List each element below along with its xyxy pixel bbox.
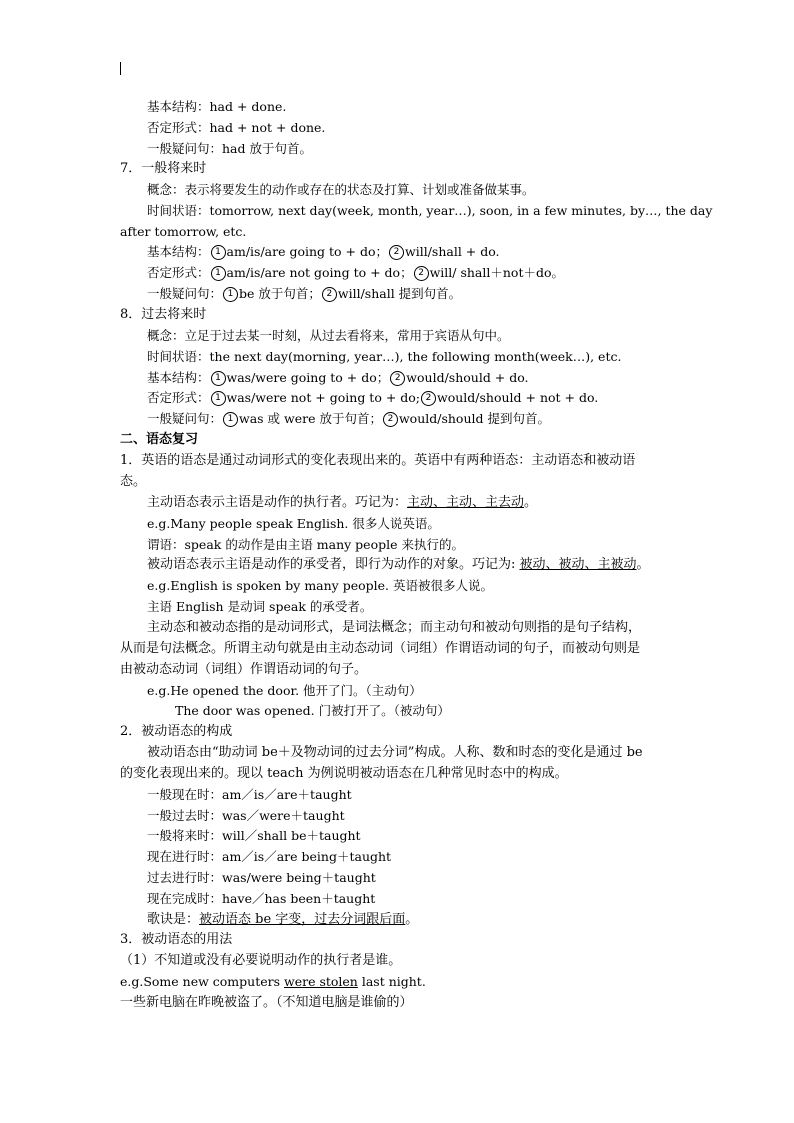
circled-number: 1 [211, 371, 226, 386]
text-span: would/should + not + do. [437, 390, 599, 405]
text-span: 。 [636, 557, 650, 572]
text-line: 时间状语：the next day(morning, year…), the following month(week…), etc. [147, 349, 622, 364]
section-heading: 7．一般将来时 [120, 161, 207, 176]
text-line [147, 265, 564, 281]
text-span: would/should + do. [406, 370, 529, 385]
example-line [120, 974, 426, 990]
label: 一般疑问句： [147, 286, 223, 301]
mnemonic-underlined: 被动、被动、主被动 [519, 557, 637, 572]
text-span: last night. [357, 974, 426, 989]
circled-number: 1 [211, 391, 226, 406]
text-line [147, 557, 650, 573]
text-line: 由被动态动词（词组）作谓语动词的句子。 [120, 662, 368, 677]
section-heading: 3．被动语态的用法 [120, 932, 233, 947]
text-line: （1）不知道或没有必要说明动作的执行者是谁。 [120, 953, 402, 968]
text-span: was/were not + going to + do; [226, 390, 421, 405]
text-line: 1．英语的语态是通过动词形式的变化表现出来的。英语中有两种语态：主动语态和被动语 [120, 453, 636, 468]
circled-number: 1 [223, 287, 238, 302]
text-line: 基本结构：had + done. [147, 99, 287, 114]
circled-number: 2 [389, 245, 404, 260]
text-span: will/shall + do. [405, 244, 500, 259]
label: 否定形式： [147, 265, 210, 280]
tense-line: 一般过去时：was／were＋taught [147, 808, 345, 823]
text-line: 从而是句法概念。所谓主动句就是由主动态动词（词组）作谓语动词的句子，而被动句则是 [120, 641, 641, 656]
circled-number: 1 [211, 266, 226, 281]
text-span: 歌诀是： [147, 912, 200, 927]
text-line [147, 390, 598, 406]
text-line: 谓语：speak 的动作是由主语 many people 来执行的。 [147, 537, 464, 552]
section-heading: 8．过去将来时 [120, 307, 207, 322]
label: 基本结构： [147, 370, 210, 385]
text-line: 态。 [120, 474, 147, 489]
label: 否定形式： [147, 390, 210, 405]
text-line: 时间状语：tomorrow, next day(week, month, year…), soon, in a few minutes, by…, the day [147, 203, 713, 218]
tense-line: 现在进行时：am／is／are being＋taught [147, 849, 392, 864]
text-line: 主语 English 是动词 speak 的承受者。 [147, 599, 373, 614]
text-line [147, 244, 500, 260]
text-line: 概念：立足于过去某一时刻，从过去看将来，常用于宾语从句中。 [147, 328, 510, 343]
circled-number: 1 [211, 245, 226, 260]
label: 一般疑问句： [147, 411, 223, 426]
text-span: e.g.Some new computers [120, 974, 284, 989]
example-line: The door was opened. 门被打开了。（被动句） [175, 703, 450, 718]
circled-number: 2 [414, 266, 429, 281]
section-heading: 2．被动语态的构成 [120, 724, 233, 739]
circled-number: 2 [383, 412, 398, 427]
text-span: would/should 提到句首。 [398, 411, 550, 426]
example-line: e.g.He opened the door. 他开了门。（主动句） [147, 683, 422, 698]
text-span: am/is/are going to + do； [226, 244, 389, 259]
text-line [147, 286, 461, 302]
example-line: e.g.English is spoken by many people. 英语被很多人说。 [147, 578, 493, 593]
text-span: be 放于句首； [239, 286, 321, 301]
text-line: 一些新电脑在昨晚被盗了。（不知道电脑是谁偷的） [120, 995, 413, 1010]
text-span: 。 [405, 912, 419, 927]
tense-line: 一般现在时：am／is／are＋taught [147, 787, 352, 802]
text-line: 的变化表现出来的。现以 teach 为例说明被动语态在几种常见时态中的构成。 [120, 766, 568, 781]
text-line [147, 495, 537, 511]
text-span: 。 [524, 495, 538, 510]
text-span: will/shall 提到句首。 [337, 286, 462, 301]
text-span: was/were going to + do； [226, 370, 390, 385]
text-line: 概念：表示将要发生的动作或存在的状态及打算、计划或准备做某事。 [147, 182, 535, 197]
underlined-phrase: were stolen [284, 974, 358, 989]
text-line [147, 912, 418, 928]
circled-number: 2 [390, 371, 405, 386]
text-line: 主动态和被动态指的是动词形式，是词法概念；而主动句和被动句则指的是句子结构， [147, 620, 642, 635]
text-span: 被动语态表示主语是动作的承受者，即行为动作的对象。巧记为: [147, 557, 520, 572]
text-span: will/ shall＋not＋do。 [429, 265, 564, 280]
label: 基本结构： [147, 244, 210, 259]
text-line [147, 370, 529, 386]
text-line: 被动语态由“助动词 be＋及物动词的过去分词”构成。人称、数和时态的变化是通过 be [147, 745, 643, 760]
text-span: am/is/are not going to + do； [226, 265, 413, 280]
text-line: after tomorrow, etc. [120, 224, 247, 239]
text-cursor [120, 62, 121, 75]
circled-number: 1 [223, 412, 238, 427]
mnemonic-underlined: 被动语态 be 字变，过去分词跟后面 [199, 912, 406, 927]
mnemonic-underlined: 主动、主动、主去动 [407, 495, 525, 510]
tense-line: 一般将来时：will／shall be＋taught [147, 828, 361, 843]
text-line: 一般疑问句：had 放于句首。 [147, 141, 312, 156]
text-span: 主动语态表示主语是动作的执行者。巧记为： [147, 495, 408, 510]
circled-number: 2 [421, 391, 436, 406]
tense-line: 现在完成时：have／has been＋taught [147, 891, 376, 906]
text-line [147, 411, 550, 427]
chapter-heading: 二、语态复习 [120, 432, 199, 447]
example-line: e.g.Many people speak English. 很多人说英语。 [147, 516, 440, 531]
tense-line: 过去进行时：was/were being＋taught [147, 870, 376, 885]
text-line: 否定形式：had + not + done. [147, 120, 326, 135]
circled-number: 2 [322, 287, 337, 302]
text-span: was 或 were 放于句首； [239, 411, 382, 426]
